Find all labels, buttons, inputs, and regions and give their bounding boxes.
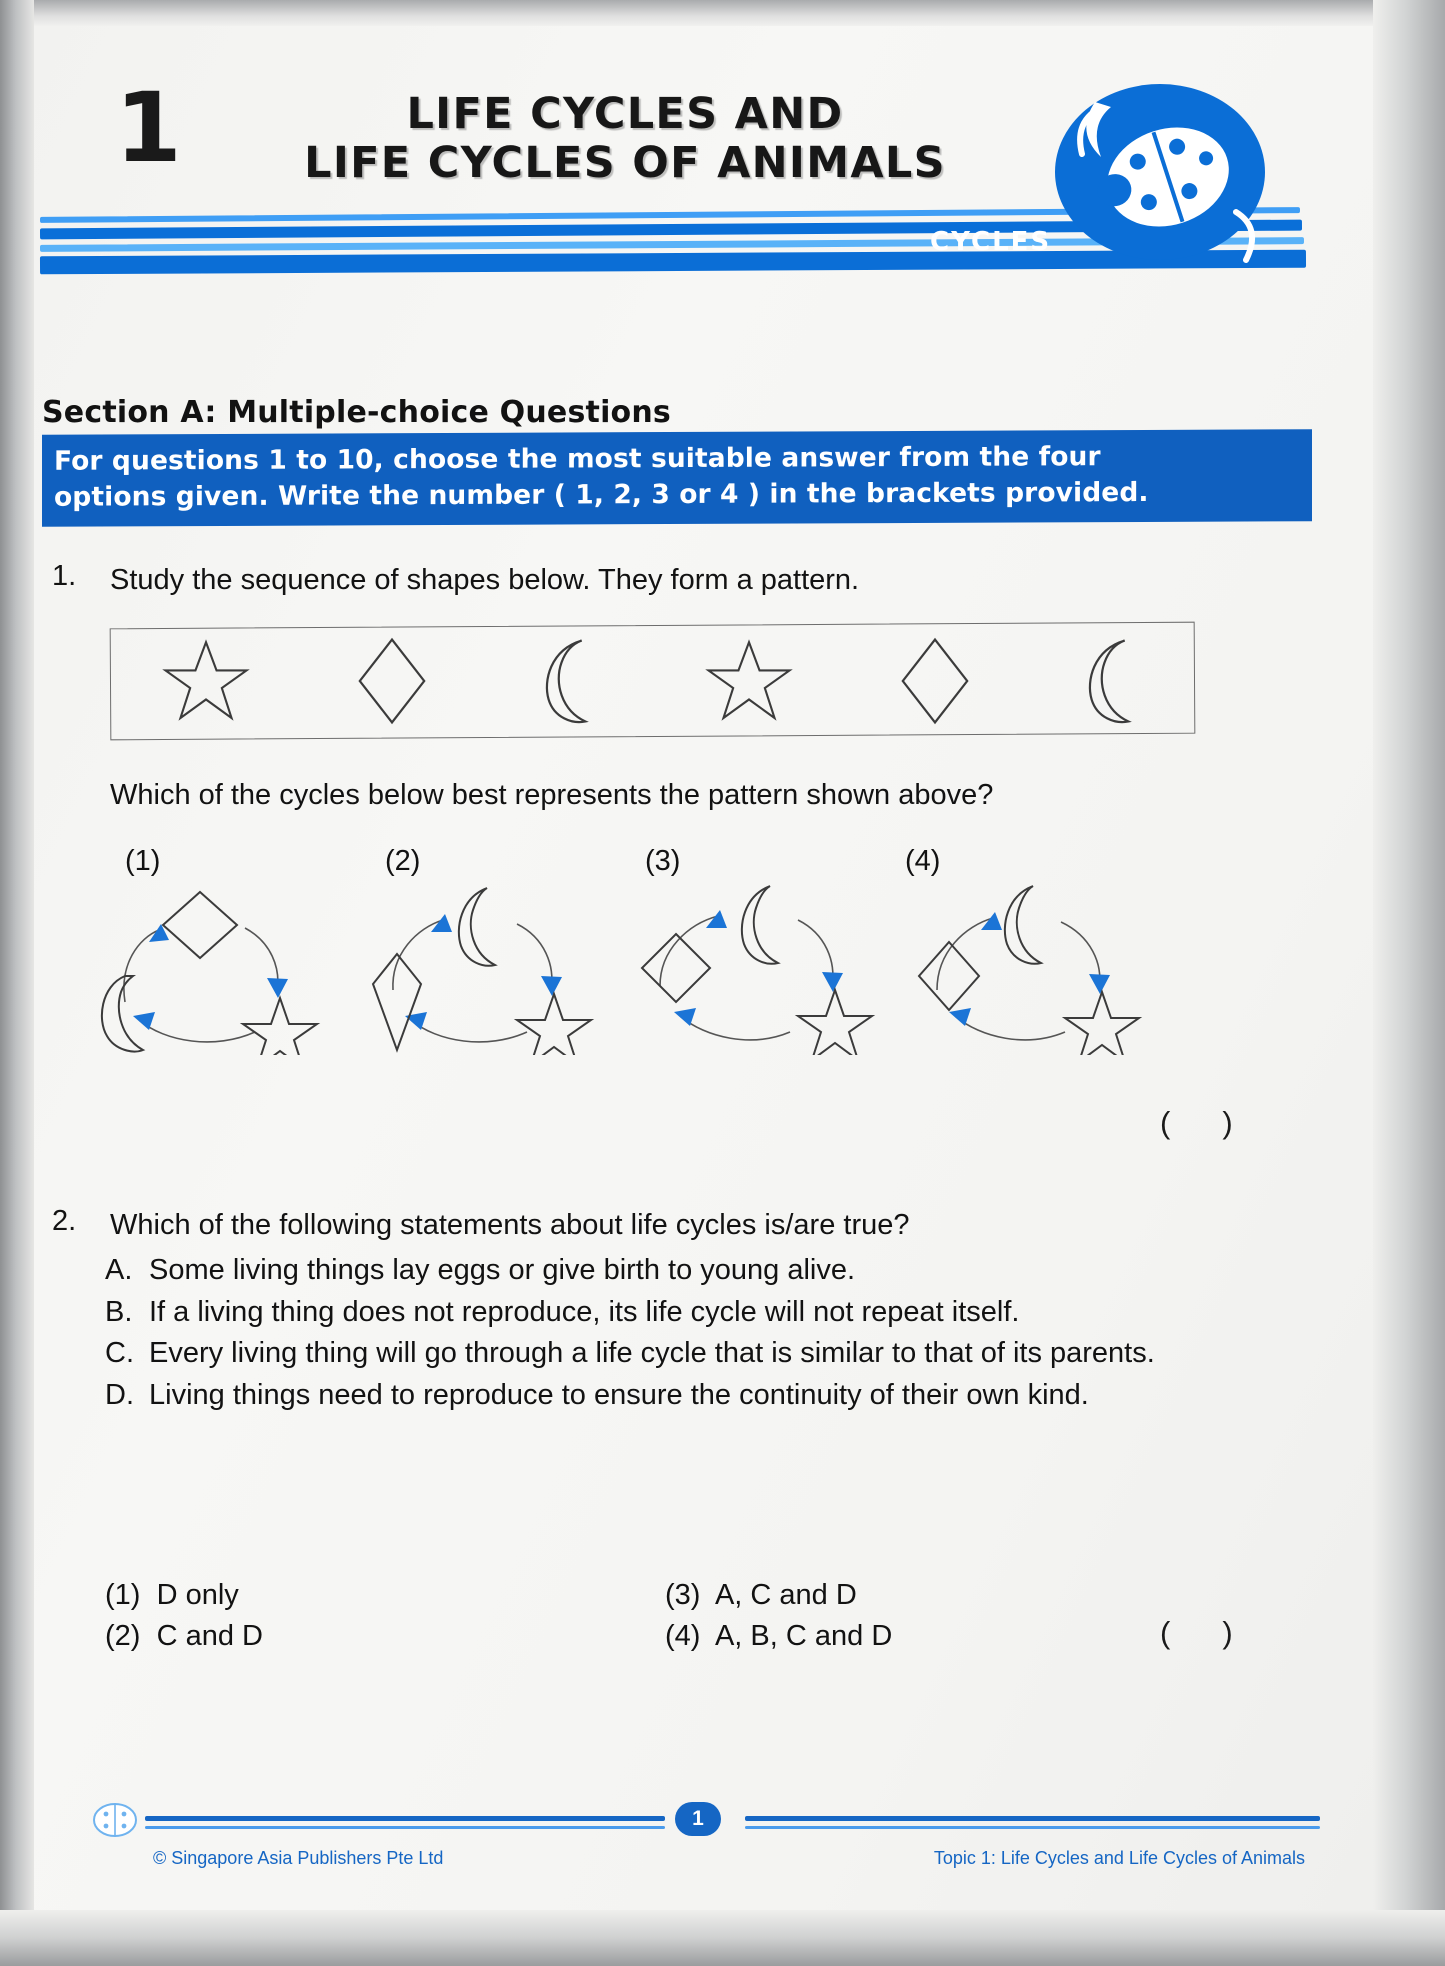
- statement-c-text: Every living thing will go through a life cycle that is similar to that of its parents.: [149, 1337, 1155, 1370]
- option-row-2: [105, 1616, 1265, 1657]
- option-label-3: (3): [645, 845, 681, 877]
- footer-rule-left-thin: [145, 1826, 665, 1829]
- footer-copyright: © Singapore Asia Publishers Pte Ltd: [153, 1848, 444, 1868]
- chapter-number: 1: [115, 72, 182, 184]
- option-4-label: (4): [665, 1620, 701, 1653]
- question-1-answer-bracket[interactable]: (): [1160, 1105, 1285, 1140]
- option-row-1: [105, 1575, 1265, 1616]
- statement-c-letter: C.: [105, 1337, 134, 1370]
- question-1-number: 1.: [52, 560, 77, 592]
- option-label-1: (1): [125, 845, 161, 877]
- statement-a-letter: A.: [105, 1254, 133, 1286]
- option-label-2: (2): [385, 845, 421, 877]
- footer-topic: Topic 1: Life Cycles and Life Cycles of Animals: [933, 1848, 1305, 1868]
- diamond-icon: [896, 635, 974, 727]
- question-2-statements: [105, 1250, 1315, 1416]
- statement-a: [105, 1250, 1315, 1291]
- header-cycles-word: CYCLES: [930, 227, 1052, 257]
- option-1[interactable]: [105, 1575, 665, 1616]
- crescent-moon-icon: [532, 635, 602, 727]
- question-1-cycle-diagrams: [95, 880, 1275, 1055]
- option-1-text: D only: [156, 1579, 239, 1611]
- page-number-badge: 1: [675, 1802, 721, 1836]
- question-1-subtext: Which of the cycles below best represents the pattern shown above?: [110, 779, 994, 811]
- page-footer: [45, 1790, 1315, 1910]
- chapter-title: [215, 90, 1035, 187]
- option-3-label: (3): [665, 1579, 701, 1611]
- instruction-line-1: For questions 1 to 10, choose the most suitable answer from the four: [54, 441, 1101, 477]
- footer-rule-right-thin: [745, 1826, 1320, 1829]
- statement-b: [105, 1292, 1315, 1333]
- instruction-line-2: options given. Write the number ( 1, 2, 3 or 4 ) in the brackets provided.: [54, 476, 1149, 513]
- chapter-header: [40, 62, 1320, 297]
- question-1-text: Study the sequence of shapes below. They form a pattern.: [110, 564, 860, 596]
- diamond-icon: [353, 635, 431, 727]
- footer-rule-right: [745, 1816, 1320, 1821]
- statement-d: [105, 1375, 1315, 1416]
- ladybug-icon: [93, 1802, 137, 1838]
- option-label-4: (4): [905, 845, 941, 877]
- option-2-label: (2): [105, 1620, 141, 1653]
- ladybug-icon: [1040, 72, 1280, 287]
- statement-d-text: Living things need to reproduce to ensure the continuity of their own kind.: [149, 1378, 1089, 1411]
- question-2-number: 2.: [52, 1205, 77, 1237]
- statement-b-letter: B.: [105, 1295, 133, 1328]
- statement-c: [105, 1333, 1315, 1374]
- option-4[interactable]: [665, 1616, 1225, 1657]
- question-2-text: Which of the following statements about life cycles is/are true?: [110, 1209, 910, 1241]
- chapter-title-line-1: LIFE CYCLES AND: [406, 89, 844, 139]
- option-3[interactable]: [665, 1575, 1225, 1616]
- cycle-diagram-option-3[interactable]: [640, 880, 940, 1055]
- option-1-label: (1): [105, 1579, 141, 1611]
- instruction-banner: [42, 429, 1312, 527]
- question-2-answer-bracket[interactable]: (): [1160, 1615, 1285, 1650]
- option-2-text: C and D: [156, 1620, 263, 1653]
- option-2[interactable]: [105, 1616, 665, 1657]
- footer-rule-left: [145, 1816, 665, 1821]
- statement-b-text: If a living thing does not reproduce, its life cycle will not repeat itself.: [149, 1295, 1020, 1328]
- section-heading: Section A: Multiple-choice Questions: [42, 395, 671, 430]
- chapter-title-line-2: LIFE CYCLES OF ANIMALS: [304, 137, 946, 188]
- question-2-options: [105, 1575, 1265, 1657]
- cycle-diagram-option-2[interactable]: [365, 880, 665, 1055]
- question-1-option-labels: [125, 845, 1165, 878]
- cycle-diagram-option-4[interactable]: [915, 880, 1215, 1055]
- option-3-text: A, C and D: [714, 1579, 857, 1611]
- crescent-moon-icon: [1075, 635, 1145, 727]
- statement-d-letter: D.: [105, 1378, 134, 1411]
- statement-a-text: Some living things lay eggs or give birth to young alive.: [149, 1254, 856, 1286]
- pattern-sequence-shapes: [110, 625, 1195, 737]
- star-icon: [160, 637, 252, 725]
- option-4-text: A, B, C and D: [714, 1620, 893, 1653]
- star-icon: [703, 637, 795, 725]
- cycle-diagram-option-1[interactable]: [95, 880, 395, 1055]
